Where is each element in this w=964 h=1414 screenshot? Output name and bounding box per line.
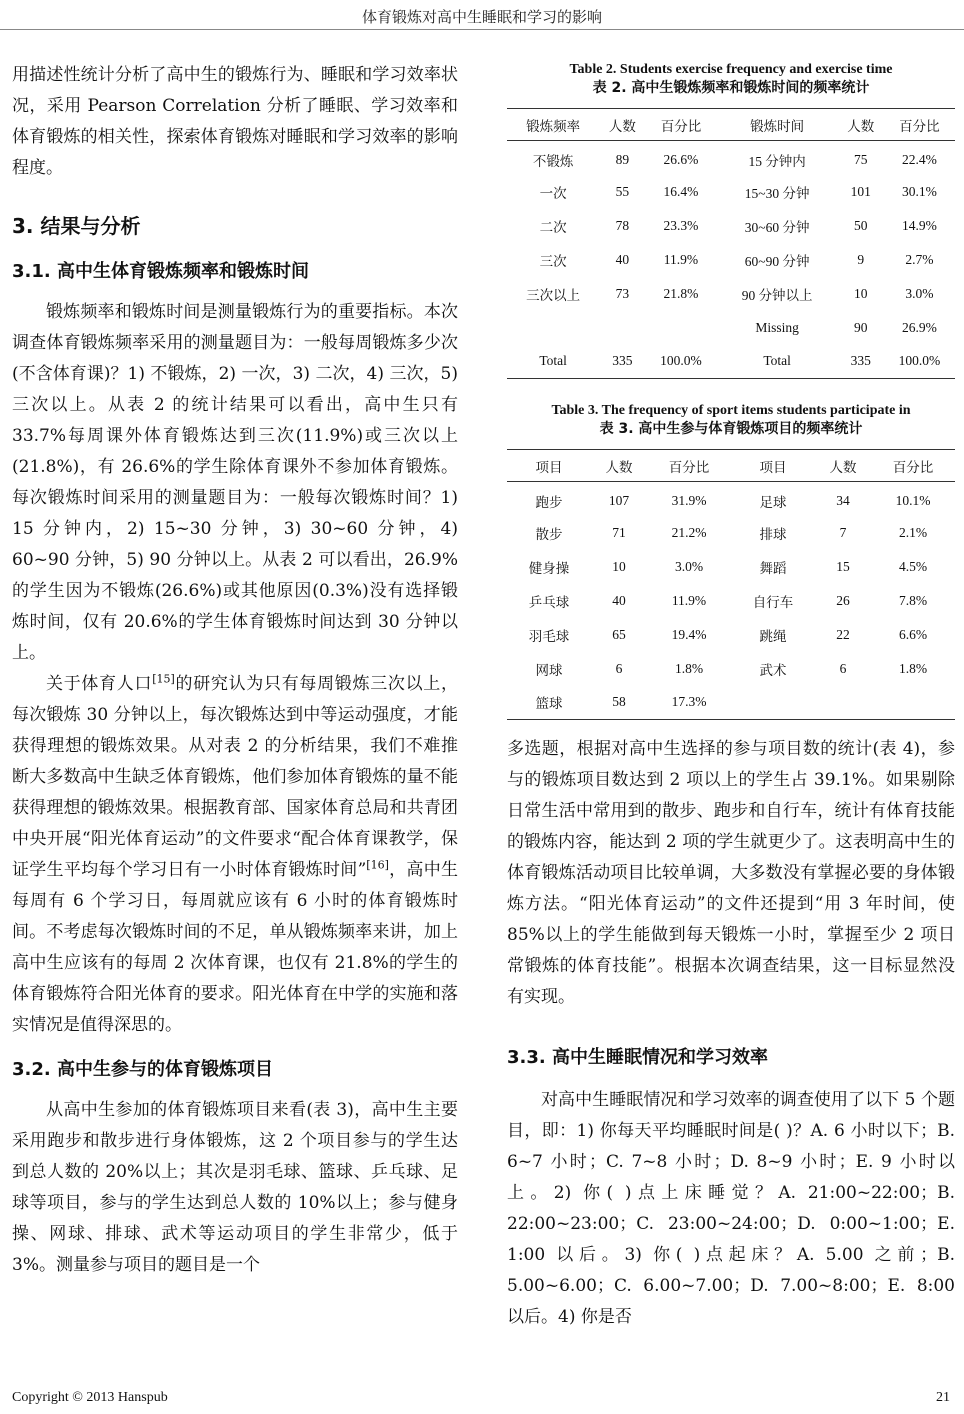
table-cell: 30.1% xyxy=(901,183,937,199)
table-cell: 9 xyxy=(857,251,865,267)
table-row xyxy=(507,345,955,379)
table-cell: 15~30 分钟 xyxy=(744,185,810,201)
table-cell: 17.3% xyxy=(647,686,731,720)
table-3-caption-en: Table 3. The frequency of sport items students participate in xyxy=(551,403,911,418)
table-cell: 23.3% xyxy=(663,217,699,233)
table-cell: 26.6% xyxy=(663,151,699,167)
table-cell: 跑步 xyxy=(535,494,563,510)
table-cell xyxy=(599,311,645,345)
table-cell: 15 xyxy=(836,558,850,574)
table-cell: 107 xyxy=(608,492,630,508)
table-cell: 3.0% xyxy=(674,558,704,574)
table-header-cell: 百分比 xyxy=(871,450,955,482)
table-row xyxy=(507,141,955,175)
table-cell: 78 xyxy=(615,217,630,233)
table-cell: 2.1% xyxy=(898,524,928,540)
table-header-cell: 锻炼时间 xyxy=(717,109,838,141)
table-cell: 90 xyxy=(854,319,868,335)
paragraph-exercise-frequency: 锻炼频率和锻炼时间是测量锻炼行为的重要指标。本次调查体育锻炼频率采用的测量题目为：一般每周锻炼多少次(不含体育课)？1) 不锻炼，2) 一次，3) 二次，4) 三次，5) 三次以上。从表 2 的统计结果可以看出，高中生只有 33.7%每周课外体育锻炼达到三次(11.9%)或三次以上(21.8%)，有 26.6%的学生除体育课外不参加体育锻炼。每次锻炼时间采用的测量题目为：一般每次锻炼时间？1) 15 分钟内，2) 15~30 分钟，3) 30~60 分钟，4) 60~90 分钟，5) 90 分钟以上。从表 2 可以看出，26.9%的学生因为不锻炼(26.6%)或其他原因(0.3%)没有选择锻炼时间，仅有 20.6%的学生体育锻炼时间达到 30 分钟以上。 xyxy=(12,302,458,663)
table-header-cell: 人数 xyxy=(591,450,647,482)
table-cell: 26.9% xyxy=(901,319,937,335)
table-header-cell: 人数 xyxy=(815,450,871,482)
table-cell: 26 xyxy=(836,592,850,608)
table-cell: 22.4% xyxy=(901,151,937,167)
table-cell: 90 分钟以上 xyxy=(741,287,813,303)
table-row xyxy=(507,686,955,720)
paragraph-sports-population xyxy=(12,669,458,1041)
table-cell: 1.8% xyxy=(674,660,704,676)
table-cell xyxy=(645,311,716,345)
table-row xyxy=(507,277,955,311)
paragraph-sport-items: 从高中生参加的体育锻炼项目来看(表 3)，高中生主要采用跑步和散步进行身体锻炼，这 2 个项目参与的学生达到总人数的 20%以上；其次是羽毛球、篮球、乒乓球、足球等项目，参与的学生达到总人数的 10%以上；参与健身操、网球、排球、武术等运动项目的学生非常少，低于 3%。测量参与项目的题目是一个 xyxy=(12,1100,458,1275)
section-3-1-heading: 3.1. 高中生体育锻炼频率和锻炼时间 xyxy=(12,261,309,282)
table-header-row xyxy=(507,450,955,482)
table-cell: 11.9% xyxy=(671,592,707,608)
table-cell: 55 xyxy=(615,183,630,199)
citation-15[interactable]: [15] xyxy=(152,672,175,686)
table-cell: 101 xyxy=(850,183,871,199)
table-header-cell: 项目 xyxy=(731,450,815,482)
table-header-cell: 人数 xyxy=(838,109,884,141)
table-cell: 不锻炼 xyxy=(532,153,574,169)
table-row xyxy=(507,618,955,652)
page-number: 21 xyxy=(936,1390,950,1405)
p2-text-b: 的研究认为只有每周锻炼三次以上，每次锻炼 30 分钟以上，每次锻炼达到中等运动强度，才能获得理想的锻炼效果。从对表 2 的分析结果，我们不难推断大多数高中生缺乏体育锻炼，他们参加体育锻炼的量不能获得理想的锻炼效果。根据教育部、国家体育总局和共青团中央开展“阳光体育运动”的文件要求“配合体育课教学，保证学生平均每个学习日有一小时体育锻炼时间” xyxy=(12,674,459,880)
table-2-caption-zh: 表 2. 高中生锻炼频率和锻炼时间的频率统计 xyxy=(592,80,870,96)
table-cell: 14.9% xyxy=(901,217,937,233)
table-header-cell: 百分比 xyxy=(884,109,955,141)
table-cell: 89 xyxy=(615,151,630,167)
table-cell: 三次 xyxy=(539,253,567,269)
table-row xyxy=(507,516,955,550)
table-cell: 7 xyxy=(839,524,847,540)
table-cell: 三次以上 xyxy=(526,287,581,303)
p2-text-c: ，高中生每周有 6 个学习日，每周就应该有 6 小时的体育锻炼时间。不考虑每次锻炼时间的不足，单从锻炼频率来讲，加上高中生应该有的每周 2 次体育课，也仅有 21.8%的学生的体育锻炼符合阳光体育的要求。阳光体育在中学的实施和落实情况是值得深思的。 xyxy=(12,860,458,1035)
table-cell: 40 xyxy=(612,592,626,608)
table-row xyxy=(507,482,955,516)
p2-text-a: 关于体育人口 xyxy=(46,674,153,694)
table-cell: 335 xyxy=(838,345,884,379)
table-cell: 60~90 分钟 xyxy=(744,253,810,269)
table-cell: 跳绳 xyxy=(759,628,787,644)
table-row xyxy=(507,209,955,243)
table-cell: 22 xyxy=(836,626,850,642)
table-cell: 10 xyxy=(612,558,626,574)
table-cell: Total xyxy=(717,345,838,379)
table-header-cell: 人数 xyxy=(599,109,645,141)
table-cell xyxy=(731,686,815,720)
table-cell: 健身操 xyxy=(528,560,570,576)
table-cell: 武术 xyxy=(759,662,787,678)
citation-16[interactable]: [16] xyxy=(366,858,389,872)
table-row xyxy=(507,584,955,618)
table-cell: 散步 xyxy=(535,526,563,542)
table-cell: 舞蹈 xyxy=(759,560,787,576)
table-cell: 34 xyxy=(836,492,850,508)
paragraph-multiple-choice: 多选题，根据对高中生选择的参与项目数的统计(表 4)，参与的锻炼项目数达到 2 项以上的学生占 39.1%。如果剔除日常生活中常用到的散步、跑步和自行车，统计有体育技能的锻炼内容，能达到 2 项的学生就更少了。这表明高中生的体育锻炼活动项目比较单调，大多数没有掌握必要的身体锻炼方法。“阳光体育运动”的文件还提到“用 3 年时间，使 85%以上的学生能做到每天锻炼一小时，掌握至少 2 项日常锻炼的体育技能”。根据本次调查结果，这一目标显然没有实现。 xyxy=(507,739,956,1007)
table-cell: 乒乓球 xyxy=(528,594,570,610)
table-header-cell: 项目 xyxy=(507,450,591,482)
table-cell: 排球 xyxy=(759,526,787,542)
table-cell: 335 xyxy=(599,345,645,379)
table-cell: 100.0% xyxy=(884,345,955,379)
table-cell: 羽毛球 xyxy=(528,628,570,644)
table-cell xyxy=(871,686,955,720)
table-cell: 3.0% xyxy=(905,285,934,301)
table-cell: 7.8% xyxy=(898,592,928,608)
table-2-caption-en: Table 2. Students exercise frequency and exercise time xyxy=(569,62,893,77)
table-cell: 19.4% xyxy=(671,626,707,642)
table-cell: 4.5% xyxy=(898,558,928,574)
table-cell: 10.1% xyxy=(895,492,931,508)
table-cell: 6 xyxy=(615,660,623,676)
table-cell: 73 xyxy=(615,285,630,301)
table-cell: 6 xyxy=(839,660,847,676)
table-cell: Missing xyxy=(755,319,799,335)
table-3-caption-zh: 表 3. 高中生参与体育锻炼项目的频率统计 xyxy=(599,421,863,437)
table-header-row xyxy=(507,109,955,141)
table-header-cell: 百分比 xyxy=(647,450,731,482)
table-row xyxy=(507,243,955,277)
table-cell xyxy=(507,311,599,345)
table-cell: 篮球 xyxy=(507,686,591,720)
table-cell: 网球 xyxy=(535,662,563,678)
table-cell: 21.2% xyxy=(671,524,707,540)
table-header-cell: 锻炼频率 xyxy=(507,109,599,141)
table-cell: 75 xyxy=(854,151,868,167)
table-cell: 100.0% xyxy=(645,345,716,379)
table-header-cell: 百分比 xyxy=(645,109,716,141)
table-cell: 30~60 分钟 xyxy=(744,219,810,235)
table-cell: 11.9% xyxy=(663,251,699,267)
left-column xyxy=(12,60,458,1281)
paragraph-sleep-survey: 对高中生睡眠情况和学习效率的调查使用了以下 5 个题目，即：1) 你每天平均睡眠时间是( )？A. 6 小时以下；B. 6~7 小时；C. 7~8 小时；D. 8~9 小时；E. 9 小时以上。2) 你( )点上床睡觉？A. 21:00~22:00；B. 22:00~23:00；C. 23:00~24:00；D. 0:00~1:00；E. 1:00 以后。3) 你( )点起床？A. 5.00 之前；B. 5.00~6.00；C. 6.00~7.00；D. 7.00~8:00；E. 8:00 以后。4) 你是否 xyxy=(507,1090,955,1327)
section-3-2-heading: 3.2. 高中生参与的体育锻炼项目 xyxy=(12,1059,273,1080)
table-cell: 二次 xyxy=(539,219,567,235)
table-cell: 16.4% xyxy=(663,183,699,199)
table-3-block xyxy=(507,401,955,720)
table-row xyxy=(507,550,955,584)
table-cell: 31.9% xyxy=(671,492,707,508)
table-cell: 15 分钟内 xyxy=(748,153,806,169)
table-row xyxy=(507,311,955,345)
running-title: 体育锻炼对高中生睡眠和学习的影响 xyxy=(361,8,602,26)
table-row xyxy=(507,175,955,209)
table-2 xyxy=(507,108,955,379)
footer-copyright: Copyright © 2013 Hanspub xyxy=(12,1390,168,1405)
table-cell: 足球 xyxy=(759,494,787,510)
table-cell: 40 xyxy=(615,251,630,267)
table-cell: 58 xyxy=(591,686,647,720)
table-cell: 6.6% xyxy=(898,626,928,642)
table-cell xyxy=(815,686,871,720)
table-cell: 一次 xyxy=(539,185,567,201)
right-column xyxy=(507,60,955,1333)
table-cell: Total xyxy=(507,345,599,379)
table-cell: 自行车 xyxy=(752,594,794,610)
table-cell: 2.7% xyxy=(905,251,934,267)
table-cell: 50 xyxy=(854,217,868,233)
table-row xyxy=(507,652,955,686)
section-3-3-heading: 3.3. 高中生睡眠情况和学习效率 xyxy=(507,1047,768,1068)
table-cell: 1.8% xyxy=(898,660,928,676)
table-2-block xyxy=(507,60,955,379)
intro-paragraph: 用描述性统计分析了高中生的锻炼行为、睡眠和学习效率状况，采用 Pearson Correlation 分析了睡眠、学习效率和体育锻炼的相关性，探索体育锻炼对睡眠和学习效率的影响程度。 xyxy=(12,65,458,178)
table-cell: 21.8% xyxy=(663,285,699,301)
table-3 xyxy=(507,449,955,720)
section-3-heading: 3. 结果与分析 xyxy=(12,214,141,238)
table-cell: 10 xyxy=(854,285,868,301)
table-cell: 71 xyxy=(612,524,626,540)
table-cell: 65 xyxy=(612,626,626,642)
header-rule xyxy=(0,29,964,30)
